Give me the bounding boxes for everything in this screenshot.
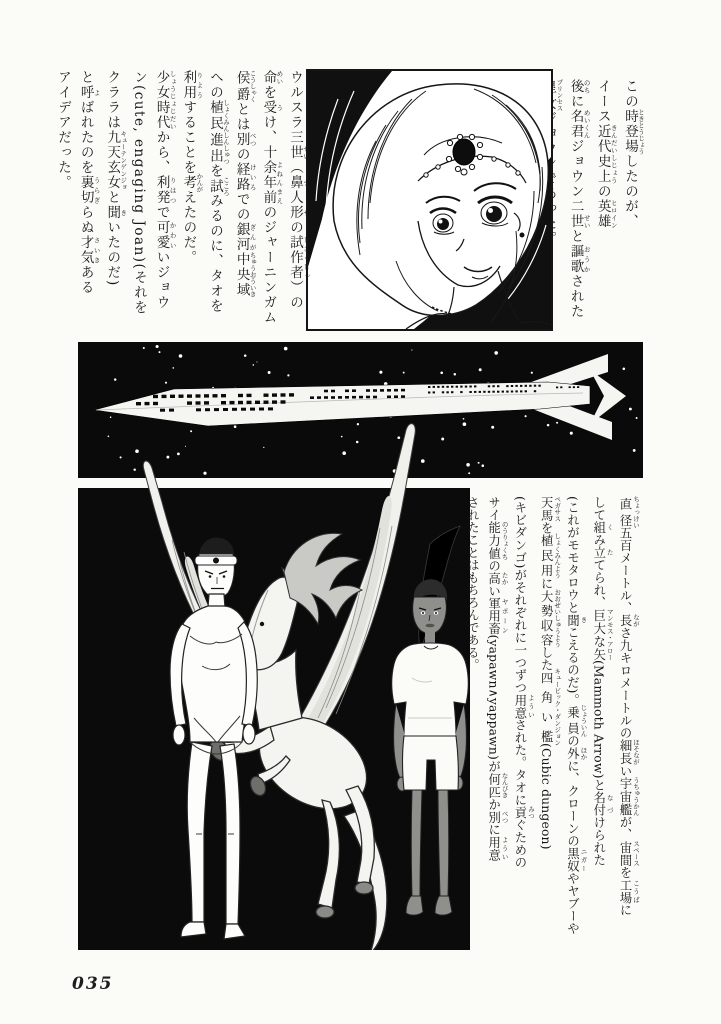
vertical-text-line: 命 めいを受 うけ、十余年前 よねんまえのジャーニンガム	[260, 70, 284, 325]
earring	[520, 233, 525, 238]
vertical-text-line: イース近代 きんだい史上 しじょうの英雄 ヒロイン	[594, 79, 618, 229]
vertical-text-line: (これがモモタロウと聞 きこえるのだ)。乗員 じょういんの外 ほかに、クローンの黒奴 ニガーやヤブーや	[565, 496, 588, 935]
pegasus-illustration	[78, 418, 470, 950]
vertical-text-line: (キビダンゴ)がそれぞれに一つずつ用意 よういされた。タオに貢 みつぐための	[512, 496, 535, 869]
narration-bottom-right	[461, 496, 640, 948]
vertical-text-line: アイデアだった。	[54, 70, 71, 190]
vertical-text-line: 少女時代 しょうじょじだいから、利発 りはつで可愛 かわいいジョウ	[153, 70, 177, 310]
vertical-text-line: ウルスラ三世 せい（鼻人形 チーザの試作者 しさくしゃ）の	[287, 70, 310, 310]
jewel	[453, 139, 475, 165]
vertical-text-line: 利用 りようすることを考 かんがえたのだ。	[180, 70, 204, 265]
vertical-text-line: 侯爵 こうしゃくとは別 べつの経路 けいろでの銀河 ぎんが中央域 ちゅうおういき	[233, 70, 257, 298]
vertical-text-line: 天馬 ペガサスを植民用 しょくみんように大勢収容 おおぜいしゅうようした四角い檻 キュービック・ダンジョン(Cubic dungeon)	[539, 496, 562, 850]
pegasus-panel	[78, 418, 470, 950]
vertical-text-line: と呼 よばれたのを裏切 うらぎらぬ才気 さいきある	[77, 70, 101, 295]
vertical-text-line: 後 のちに名君 めいくんジョウン二世 せいと謳歌 おうかされた	[567, 79, 591, 319]
vertical-text-line: 直径 ちょっけい五百メートル、長 ながさ九キロメートルの細長 ほそながい宇宙艦 うちゅうかんが、宙間 スペースを工場 こうばに	[618, 496, 640, 917]
vertical-text-line: クララは九天玄女 キューテンゲンジョと聞 きいたのだ)	[104, 70, 128, 287]
vertical-text-line: して組 くみ立 たてられ、巨大な矢 マンモス・アロー(Mammoth Arrow)と名付 なづけられた	[591, 496, 614, 867]
vertical-text-line: サイ能力値 のうりょくちの高 たかい軍用畜 ヤポーン(yapawn∧yappawn)が何匹 なんびきか別 べつに用意 ようい	[486, 496, 509, 861]
page-number: 035	[72, 974, 114, 994]
princess-portrait-illustration	[308, 71, 551, 329]
vertical-text-line: への植民進出 しょくみんしんしゅつを試 こころみるのに、タオを	[206, 70, 230, 314]
vertical-text-line: この時登場 ときとうじょうしたのが、	[622, 79, 645, 230]
narration-top-left	[54, 70, 310, 362]
vertical-text-line: プリンセス	[555, 79, 564, 112]
vertical-text-line: ン(cute, engaging Joan)(それを	[130, 70, 147, 316]
vertical-text-line: されたことはもちろんである。	[465, 496, 480, 671]
portrait-panel	[306, 69, 553, 331]
